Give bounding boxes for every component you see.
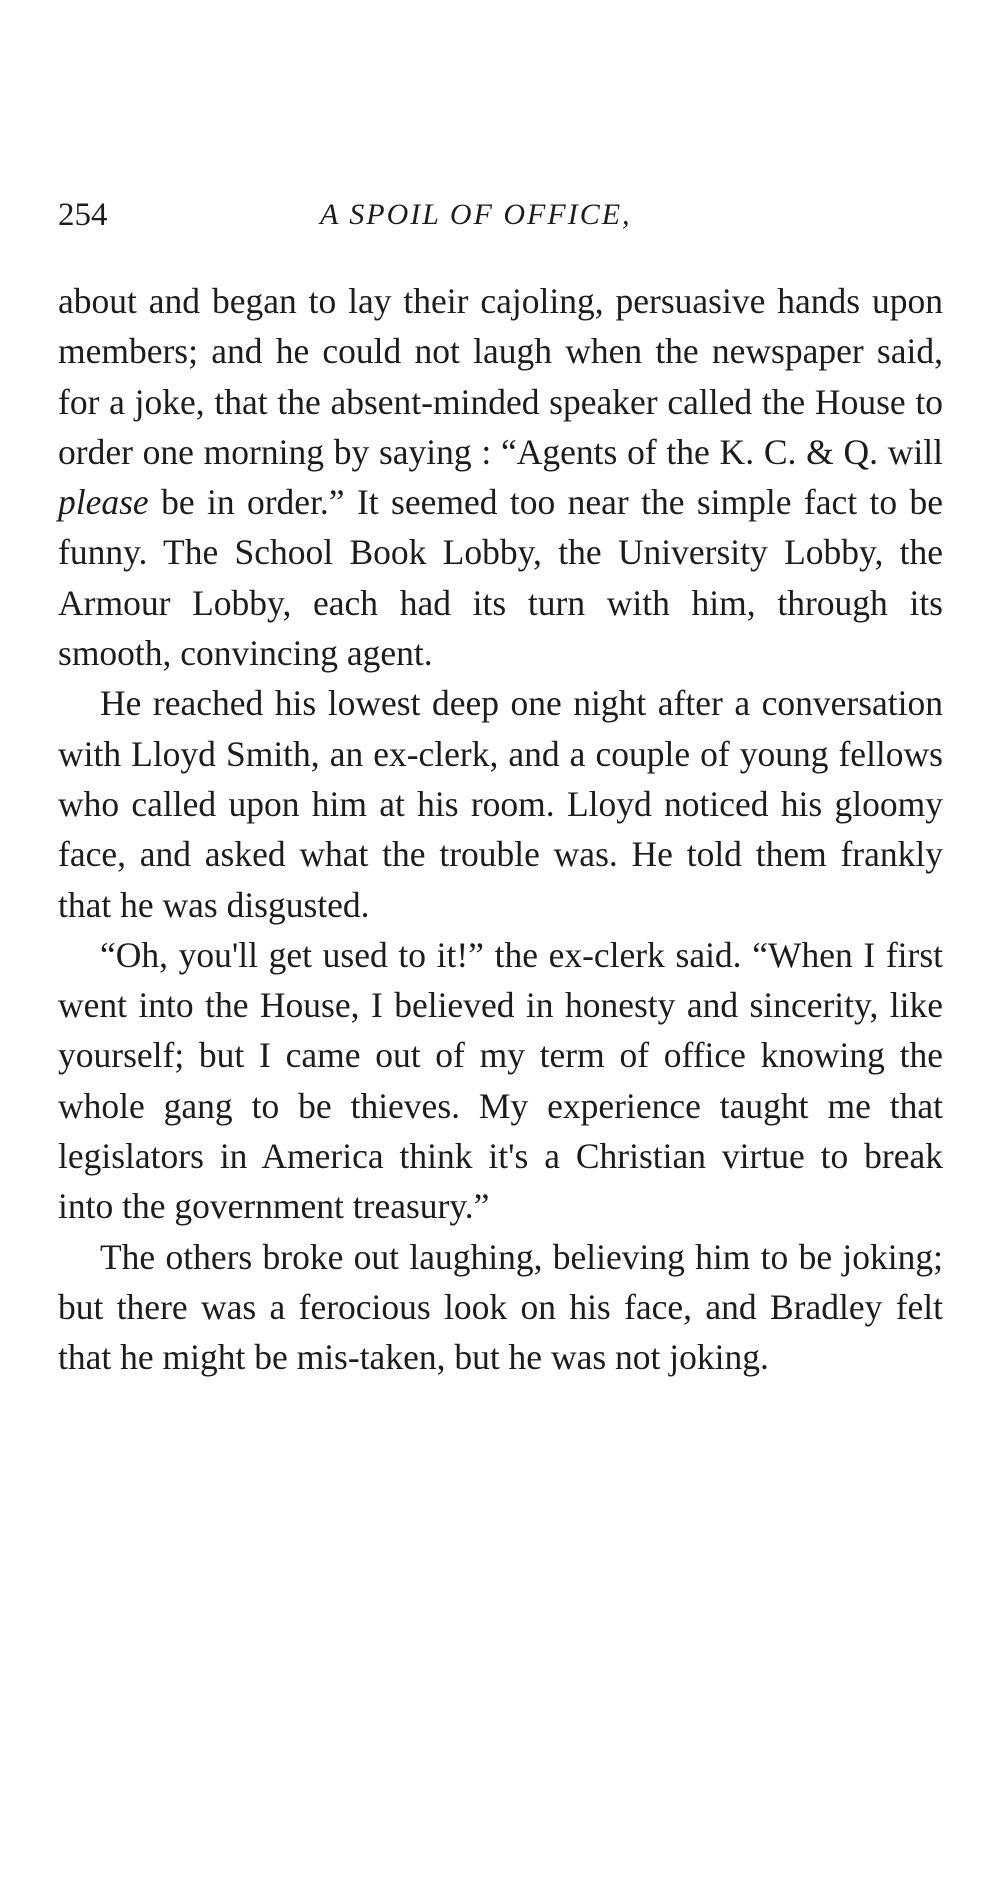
paragraph-2-text: He reached his lowest deep one night after a conversation with Lloyd Smith, an ex-clerk, and a couple of young fellows who called upon him at his room. Lloyd noticed his gloomy face, and asked what the trouble was. He told them frankly that he was disgusted. bbox=[58, 683, 943, 925]
paragraph-1-text-end: be in order.” It seemed too near the simple fact to be funny. The School Book Lobby, the University Lobby, the Armour Lobby, each had its turn with him, through its smooth, convincing agent. bbox=[58, 482, 943, 674]
page-header bbox=[58, 190, 943, 240]
paragraph-1-text: about and began to lay their cajoling, persuasive hands upon members; and he could not laugh when the newspaper said, for a joke, that the absent-minded speaker called the House to order one morning by saying : “Agents of the K. C. & Q. will bbox=[58, 281, 943, 472]
body-text bbox=[58, 276, 943, 1383]
running-title: A SPOIL OF OFFICE, bbox=[320, 198, 632, 231]
page-number: 254 bbox=[58, 197, 108, 233]
paragraph-1-emphasis: please bbox=[58, 482, 149, 523]
paragraph-4 bbox=[58, 1232, 943, 1383]
paragraph-4-text: The others broke out laughing, believing him to be joking; but there was a ferocious look on his face, and Bradley felt that he might be mis-taken, but he was not joking. bbox=[58, 1236, 943, 1378]
paragraph-2 bbox=[58, 678, 943, 929]
paragraph-3 bbox=[58, 930, 943, 1232]
paragraph-3-text: “Oh, you'll get used to it!” the ex-clerk said. “When I first went into the House, I believed in honesty and sincerity, like yourself; but I came out of my term of office knowing the whole gang to be thieves. My experience taught me that legislators in America think it's a Christian virtue to break into the government treasury.” bbox=[58, 934, 943, 1227]
paragraph-1 bbox=[58, 276, 943, 678]
